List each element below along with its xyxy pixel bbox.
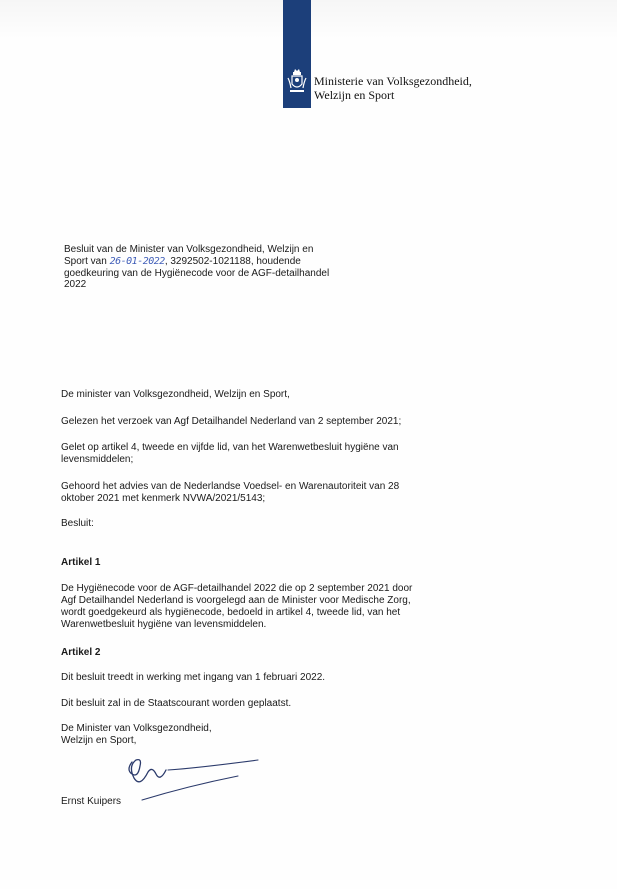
ministry-line-2: Welzijn en Sport [314,88,395,102]
gehoord-line-2: oktober 2021 met kenmerk NVWA/2021/5143; [61,493,266,504]
title-line-1: Besluit van de Minister van Volksgezondheid, Welzijn en [64,244,314,255]
closing-line-2: Welzijn en Sport, [61,735,137,746]
artikel-1-line-4: Warenwetbesluit hygiëne van levensmiddelen. [61,619,267,630]
intro-text: De minister van Volksgezondheid, Welzijn en Sport, [61,389,290,400]
artikel-1-heading: Artikel 1 [61,557,101,568]
gehoord-text [61,481,481,505]
gelet-line-1: Gelet op artikel 4, tweede en vijfde lid, van het Warenwetbesluit hygiëne van [61,442,399,453]
artikel-2-line-1: Dit besluit treedt in werking met ingang van 1 februari 2022. [61,672,326,683]
gelet-text [61,442,481,466]
signatory-name: Ernst Kuipers [61,796,122,807]
artikel-2-heading: Artikel 2 [61,647,101,658]
closing-line-1: De Minister van Volksgezondheid, [61,723,212,734]
title-line-2-prefix: Sport van [64,255,107,267]
title-line-2 [64,256,364,268]
artikel-1-line-2: Agf Detailhandel Nederland is voorgelegd aan de Minister voor Medische Zorg, [61,595,411,606]
besluit-text: Besluit: [61,518,94,529]
artikel-1-line-1: De Hygiënecode voor de AGF-detailhandel 2022 die op 2 september 2021 door [61,583,413,594]
decision-title [64,244,364,291]
artikel-1-line-3: wordt goedgekeurd als hygiënecode, bedoeld in artikel 4, tweede lid, van het [61,607,401,618]
gehoord-line-1: Gehoord het advies van de Nederlandse Voedsel- en Warenautoriteit van 28 [61,481,400,492]
coat-of-arms-icon [287,66,307,102]
gelezen-text: Gelezen het verzoek van Agf Detailhandel Nederland van 2 september 2021; [61,416,402,427]
ministry-name [314,74,472,102]
ministry-line-1: Ministerie van Volksgezondheid, [314,74,472,88]
artikel-2-line-2: Dit besluit zal in de Staatscourant worden geplaatst. [61,698,292,709]
title-line-4: 2022 [64,279,87,291]
closing-block [61,723,481,747]
handwritten-date: 26-01-2022 [109,255,165,267]
title-line-3: goedkeuring van de Hygiënecode voor de AGF-detailhandel [64,267,330,279]
title-line-2-suffix: , 3292502-1021188, houdende [164,255,301,267]
artikel-1-text [61,583,481,631]
gelet-line-2: levensmiddelen; [61,454,134,465]
